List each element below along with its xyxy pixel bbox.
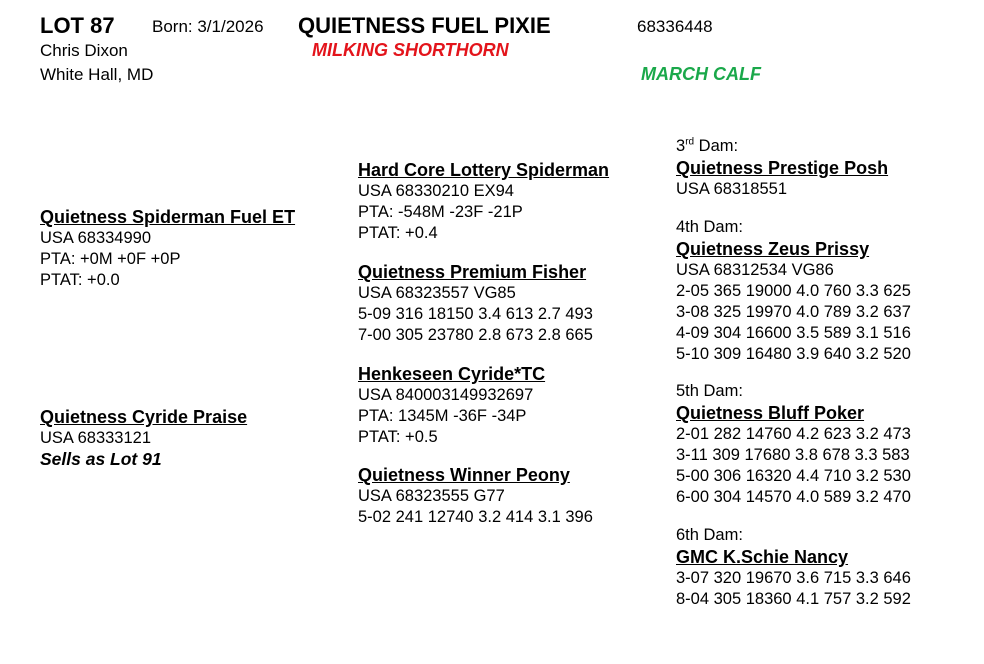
fourth-dam-block [676,217,911,365]
fifth-dam-line: 3-11 309 17680 3.8 678 3.3 583 [676,446,910,464]
dam-sire-name: Henkeseen Cyride*TC [358,364,546,384]
sire-sire-block [358,159,609,244]
dam-name: Quietness Cyride Praise [40,407,248,427]
fifth-dam-block [676,381,911,508]
dam-sire-block [358,363,545,448]
sixth-dam-line: 3-07 320 19670 3.6 715 3.3 646 [676,569,911,587]
dam-sale-note: Sells as Lot 91 [40,449,162,469]
third-dam-line: USA 68318551 [676,180,788,198]
dam-dam-line: USA 68323555 G77 [358,487,505,505]
sire-sire-line: PTA: -548M -23F -21P [358,203,523,221]
fourth-dam-name: Quietness Zeus Prissy [676,239,870,259]
sire-sire-name: Hard Core Lottery Spiderman [358,160,610,180]
sire-block [40,206,295,291]
dam-line: USA 68333121 [40,429,152,447]
animal-class: MARCH CALF [641,64,761,84]
sire-dam-line: 5-09 316 18150 3.4 613 2.7 493 [358,305,593,323]
fourth-dam-line: 2-05 365 19000 4.0 760 3.3 625 [676,282,911,300]
sixth-dam-name: GMC K.Schie Nancy [676,547,849,567]
third-dam-label: 3rd Dam: [676,136,739,155]
fourth-dam-line: 5-10 309 16480 3.9 640 3.2 520 [676,345,911,363]
sire-dam-block [358,261,593,346]
sire-dam-line: 7-00 305 23780 2.8 673 2.8 665 [358,326,593,344]
dam-dam-line: 5-02 241 12740 3.2 414 3.1 396 [358,508,593,526]
third-dam-name: Quietness Prestige Posh [676,158,889,178]
registration-number: 68336448 [637,17,713,36]
sire-name: Quietness Spiderman Fuel ET [40,207,296,227]
lot-number: LOT 87 [40,13,115,38]
sixth-dam-line: 8-04 305 18360 4.1 757 3.2 592 [676,590,911,608]
sixth-dam-block [676,525,911,610]
sire-line: PTAT: +0.0 [40,271,120,289]
sire-line: USA 68334990 [40,229,152,247]
dam-dam-block [358,464,593,528]
dam-block [40,406,247,470]
fifth-dam-line: 6-00 304 14570 4.0 589 3.2 470 [676,488,911,506]
fifth-dam-label: 5th Dam: [676,382,743,400]
animal-name: QUIETNESS FUEL PIXIE [298,13,551,38]
fourth-dam-line: 4-09 304 16600 3.5 589 3.1 516 [676,324,911,342]
dam-dam-name: Quietness Winner Peony [358,465,570,485]
born-date: Born: 3/1/2026 [152,17,264,36]
sire-sire-line: PTAT: +0.4 [358,224,438,242]
fourth-dam-line: USA 68312534 VG86 [676,261,834,279]
dam-sire-line: PTA: 1345M -36F -34P [358,407,527,425]
third-dam-block [676,136,888,200]
fifth-dam-line: 2-01 282 14760 4.2 623 3.2 473 [676,425,911,443]
fourth-dam-line: 3-08 325 19970 4.0 789 3.2 637 [676,303,911,321]
fifth-dam-name: Quietness Bluff Poker [676,403,865,423]
location: White Hall, MD [40,65,154,84]
sire-dam-name: Quietness Premium Fisher [358,262,587,282]
sire-sire-line: USA 68330210 EX94 [358,182,514,200]
dam-sire-line: PTAT: +0.5 [358,428,438,446]
dam-sire-line: USA 840003149932697 [358,386,534,404]
sire-line: PTA: +0M +0F +0P [40,250,181,268]
fourth-dam-label: 4th Dam: [676,218,743,236]
fifth-dam-line: 5-00 306 16320 4.4 710 3.2 530 [676,467,911,485]
breed: MILKING SHORTHORN [312,40,509,60]
sixth-dam-label: 6th Dam: [676,526,743,544]
breeder-name: Chris Dixon [40,41,128,60]
sire-dam-line: USA 68323557 VG85 [358,284,516,302]
